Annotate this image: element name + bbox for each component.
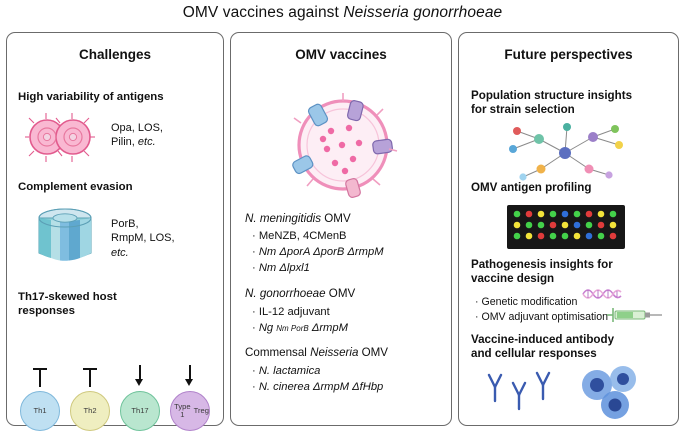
tcell-th2 [67, 365, 113, 431]
porin-barrel-icon [29, 205, 101, 269]
challenge-heading-th17 [18, 291, 215, 319]
treg-label-line1: Type 1 [174, 402, 191, 419]
panel-challenges-title: Challenges [78, 47, 152, 62]
vaccine-item: · Nm ΔporA ΔporB ΔrmpM [252, 246, 384, 259]
vaccine-item: · Ng Nm PorB ΔrmpM [252, 321, 348, 334]
vaccines-list [245, 211, 441, 396]
panel-vaccines-title: OMV vaccines [295, 47, 387, 62]
immune-cells-icon [571, 363, 653, 421]
tcell-th1-label: Th1 [20, 391, 60, 431]
panel-omv-vaccines [230, 32, 452, 426]
vaccine-item: · MeNZB, 4CMenB [252, 230, 347, 243]
future-h4-line2: and cellular responses [471, 347, 597, 361]
complement-line-3: etc. [111, 246, 129, 259]
syringe-icon [607, 305, 665, 325]
future-h3-line1: Pathogenesis insights for [471, 258, 613, 271]
antigen-line-2 [111, 135, 215, 149]
figure-title-species: Neisseria gonorrhoeae [343, 4, 503, 21]
panel-challenges [6, 32, 224, 426]
arrow-marker-th17 [133, 365, 147, 387]
group-2-suffix: OMV [358, 346, 389, 360]
vaccine-item: · IL-12 adjuvant [252, 305, 330, 318]
group-1-species: N. gonorrhoeae [245, 287, 326, 301]
tcell-treg [167, 365, 213, 431]
tcell-th2-label: Th2 [70, 391, 110, 431]
diplococcus-icon [25, 113, 103, 165]
complement-antigens-list [111, 217, 215, 260]
vaccine-item: · N. lactamica [252, 364, 321, 377]
panel-future-perspectives [458, 32, 679, 426]
dna-helix-icon [581, 285, 623, 303]
antigen-pilin: Pilin, [111, 136, 138, 149]
challenge-heading-variability: High variability of antigens [18, 91, 164, 103]
group-2-species: Neisseria [310, 346, 359, 360]
antibody-icon [481, 369, 563, 417]
future-item-adjuvant-optimisation: · OMV adjuvant optimisation [475, 311, 609, 323]
future-item-genetic-modification: · Genetic modification [475, 296, 578, 308]
figure-title-prefix: OMV vaccines against [182, 4, 344, 21]
group-0-species: N. meningitidis [245, 212, 322, 225]
inhibition-marker-th1 [33, 365, 47, 387]
group-0-suffix: OMV [321, 212, 351, 225]
panel-future-title: Future perspectives [504, 47, 633, 62]
figure-title [0, 4, 685, 22]
future-h1-line1: Population structure insights [471, 89, 633, 102]
vaccine-group-gonorrhoeae-heading [245, 286, 441, 302]
future-h4-line1: Vaccine-induced antibody [471, 333, 615, 346]
vaccine-item: · N. cinerea ΔrmpM ΔfHbp [252, 380, 384, 393]
tcell-treg-label [170, 391, 210, 431]
complement-line-1: PorB, [111, 218, 139, 230]
future-h1-line2: for strain selection [471, 103, 575, 117]
antigen-etc: etc. [137, 136, 156, 149]
challenge-antigens-list [111, 121, 215, 150]
network-graph-icon [497, 119, 633, 181]
future-heading-immune-responses [471, 333, 670, 361]
future-heading-pathogenesis [471, 258, 670, 286]
future-h3-line2: vaccine design [471, 272, 555, 286]
omv-vesicle-icon [287, 83, 399, 201]
panels-container [6, 32, 679, 426]
complement-line-2: RmpM, LOS, [111, 232, 175, 245]
future-heading-population-structure [471, 89, 670, 117]
th17-heading-line-1: Th17-skewed host [18, 291, 117, 303]
microarray-icon [507, 205, 625, 249]
group-1-suffix: OMV [325, 287, 356, 301]
group-2-prefix: Commensal [245, 346, 311, 360]
inhibition-marker-th2 [83, 365, 97, 387]
challenge-heading-complement: Complement evasion [18, 181, 133, 193]
tcell-th17-label: Th17 [120, 391, 160, 431]
vaccine-item: · Nm Δlpxl1 [252, 262, 310, 275]
future-heading-antigen-profiling: OMV antigen profiling [471, 181, 592, 194]
arrow-marker-treg [183, 365, 197, 387]
vaccine-group-commensal-heading [245, 345, 441, 361]
tcell-th17 [117, 365, 163, 431]
tcell-th1 [17, 365, 63, 431]
tcell-row [17, 339, 215, 419]
treg-label-line2: Treg [193, 406, 209, 416]
vaccine-group-meningitidis-heading [245, 211, 441, 227]
th17-heading-line-2: responses [18, 304, 75, 317]
antigen-line-1: Opa, LOS, [111, 122, 163, 134]
